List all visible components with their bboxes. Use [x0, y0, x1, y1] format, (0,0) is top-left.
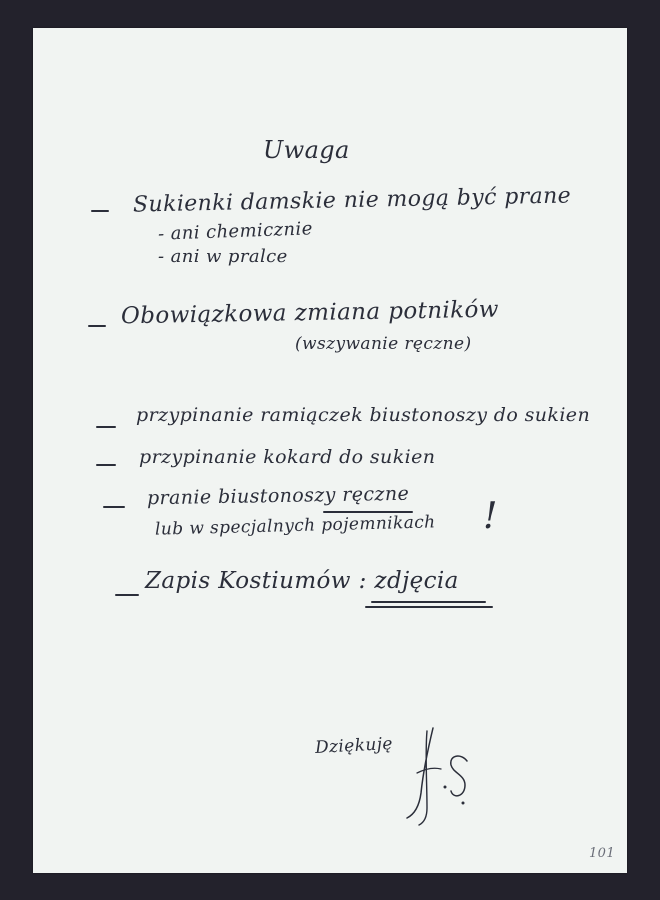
document-page [33, 28, 627, 873]
underline [371, 601, 486, 603]
note-item: przypinanie kokard do sukien [139, 446, 436, 468]
note-item: Obowiązkowa zmiana potników [120, 296, 500, 330]
page-number: 101 [589, 846, 616, 861]
note-item: przypinanie ramiączek biustonoszy do sukien [136, 404, 591, 426]
note-subitem: - ani w pralce [158, 246, 288, 267]
bullet-dash [96, 426, 116, 428]
bullet-dash [103, 506, 125, 508]
underline [365, 606, 493, 608]
note-subitem: lub w specjalnych pojemnikach [154, 512, 436, 540]
note-subitem: - ani chemicznie [157, 218, 314, 245]
bullet-dash [91, 210, 109, 212]
bullet-dash [96, 464, 116, 466]
note-subitem: (wszywanie ręczne) [295, 334, 472, 354]
exclamation-mark: ! [483, 496, 498, 537]
handwritten-signature [405, 723, 475, 828]
note-item: Zapis Kostiumów : zdjęcia [145, 568, 459, 594]
bullet-dash [88, 325, 106, 327]
page-title: Uwaga [263, 136, 350, 164]
note-item: pranie biustonoszy ręczne [146, 482, 410, 510]
note-item: Sukienki damskie nie mogą być prane [132, 183, 572, 218]
closing-text: Dziękuję [314, 733, 394, 759]
bullet-dash [115, 594, 139, 596]
